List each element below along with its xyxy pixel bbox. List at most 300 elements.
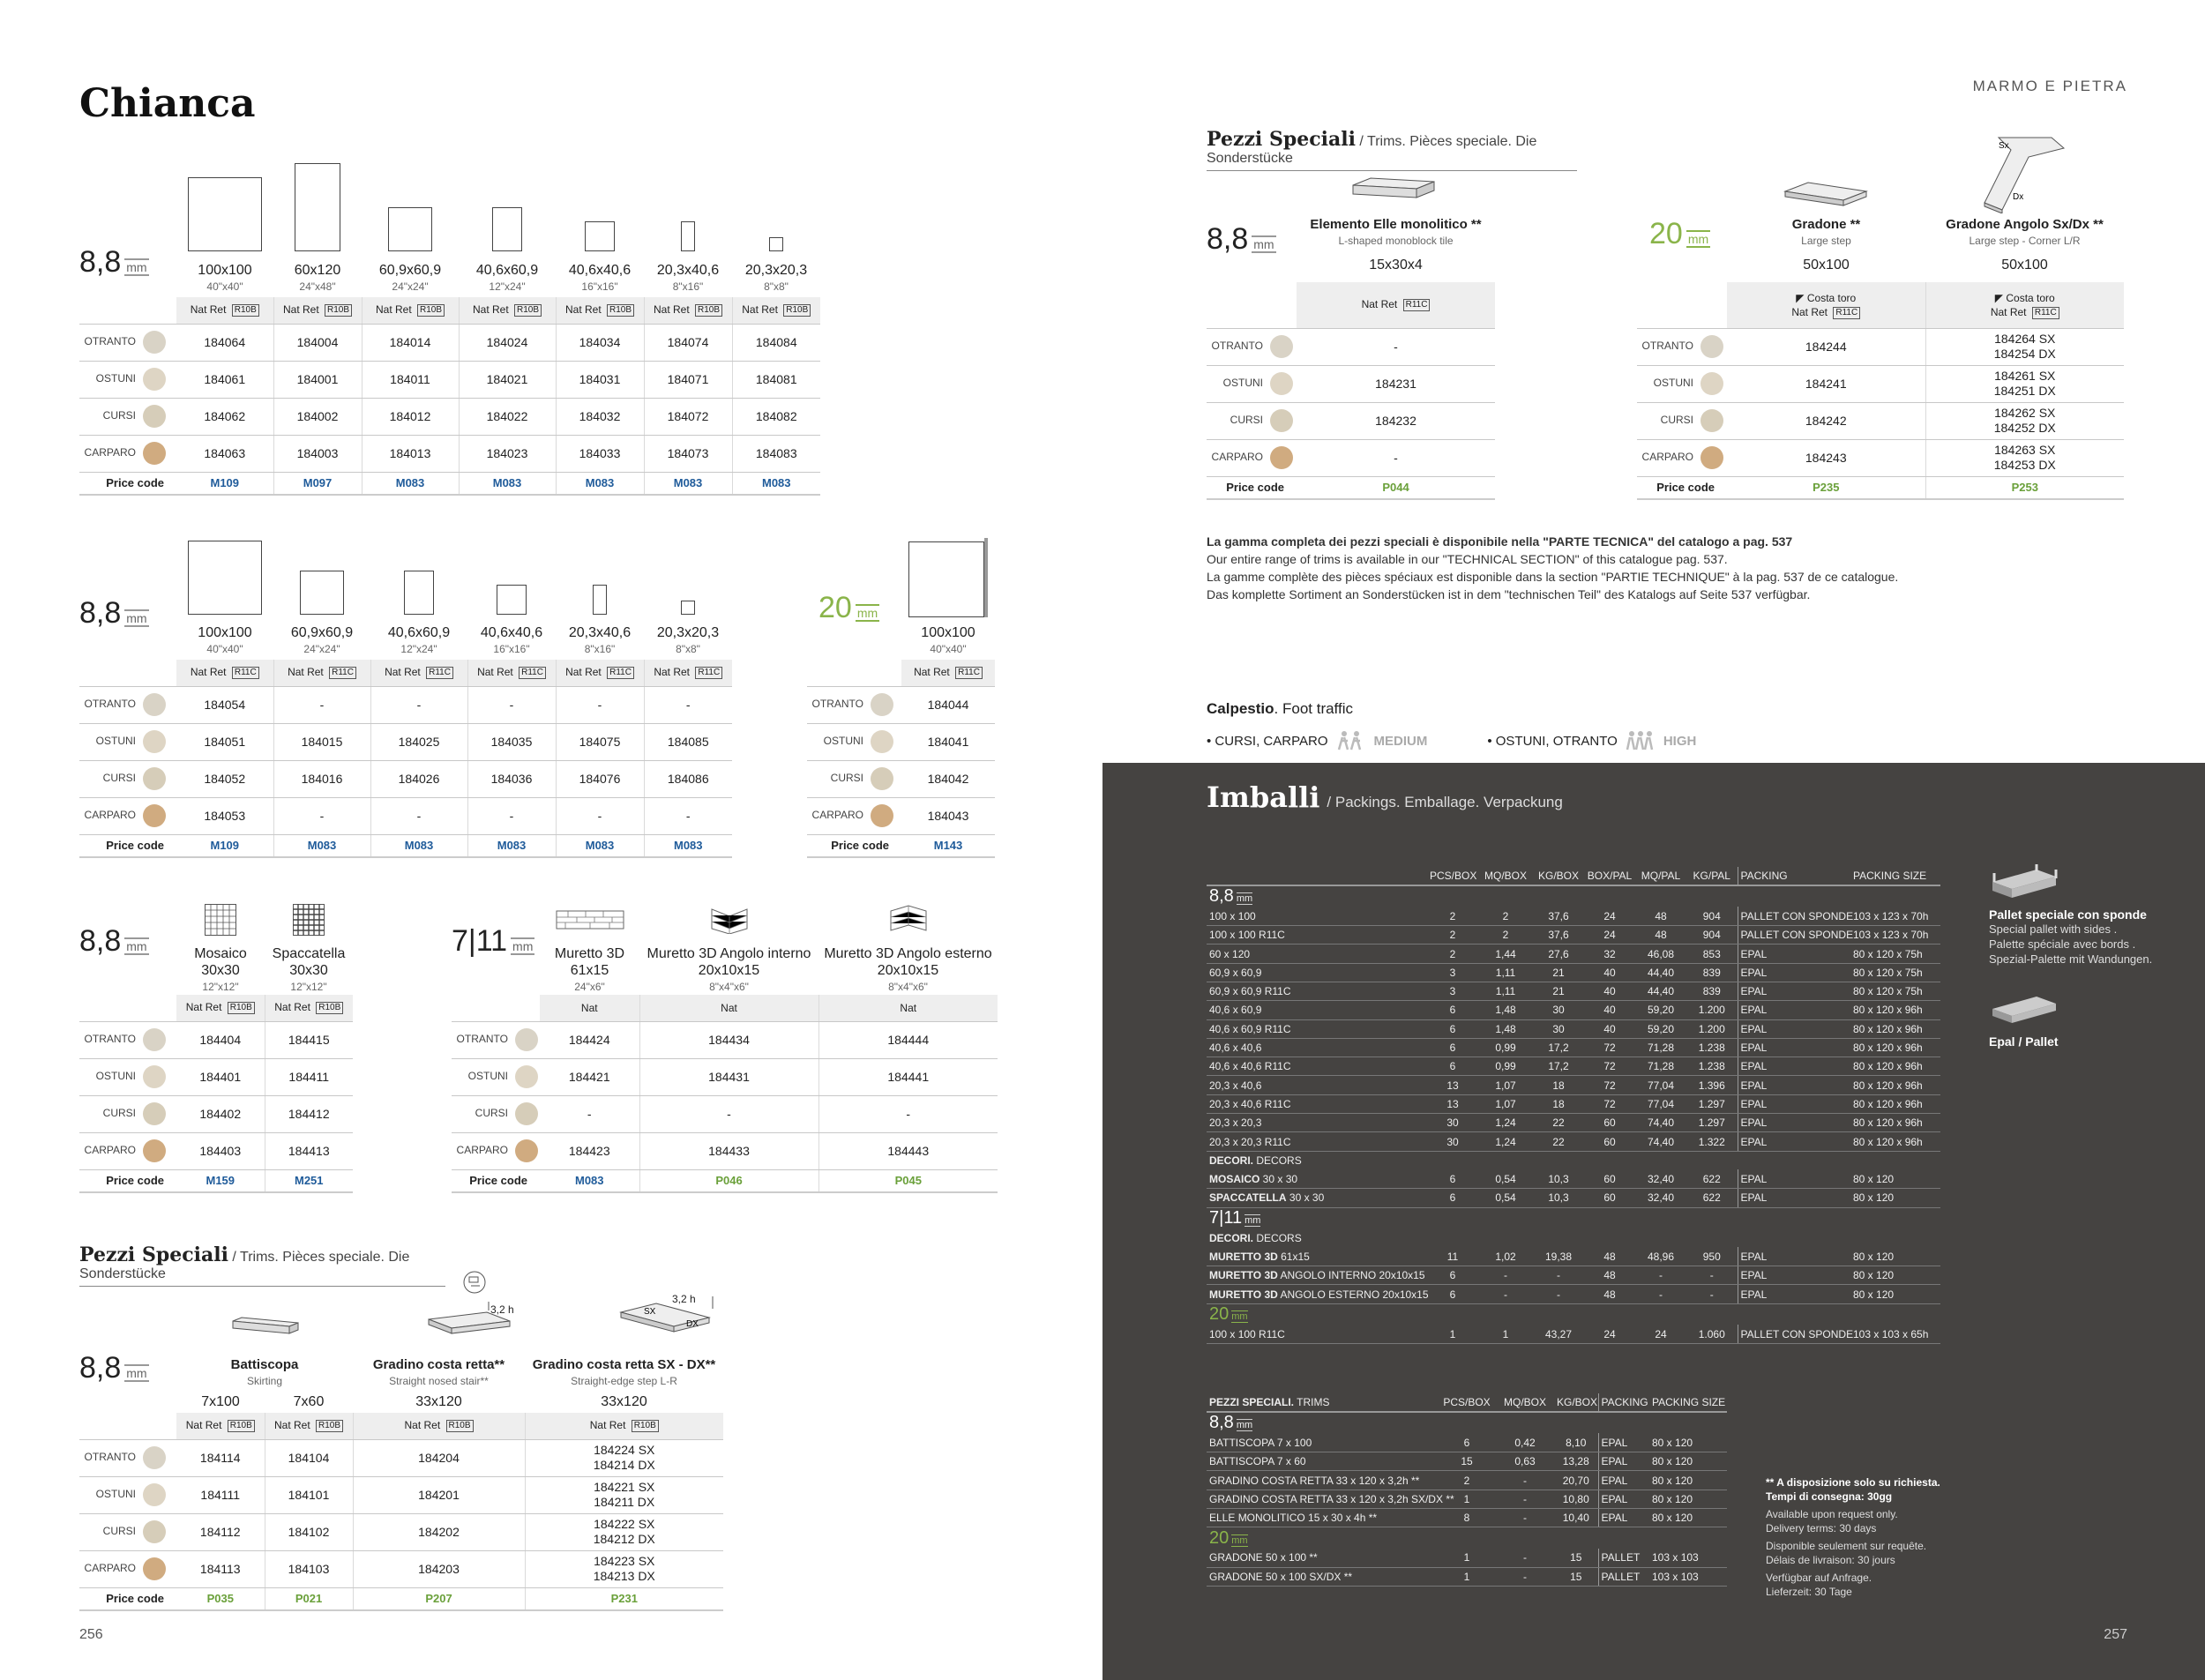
- finish-row: [1637, 282, 2124, 328]
- packing-cell: EPAL: [1738, 1189, 1850, 1207]
- trim-header: [176, 1356, 353, 1390]
- slip-rating-badge: R10B: [232, 304, 259, 317]
- packing-cell: 27,6: [1533, 945, 1584, 963]
- code-cell: 184262 SX 184252 DX: [1925, 402, 2124, 439]
- epal-title: Epal / Pallet: [1989, 1034, 2059, 1049]
- size-header: [644, 624, 732, 658]
- code-cell: -: [1297, 439, 1495, 476]
- table-row: [79, 760, 732, 797]
- size-metric: 20,3x40,6: [568, 625, 632, 640]
- table-row: [1637, 439, 2124, 476]
- color-name: OTRANTO: [1641, 340, 1693, 353]
- trim-packing-row: [1207, 1452, 1727, 1471]
- size-metric: 100x100: [921, 625, 975, 640]
- code-cell: 184042: [901, 760, 995, 797]
- traffic-colors-a: • CURSI, CARPARO: [1207, 733, 1328, 749]
- size-metric: 20,3x20,3: [656, 625, 720, 640]
- code-cell: 184241: [1727, 365, 1925, 402]
- finish-cell: Nat Ret R10B: [273, 297, 362, 324]
- packing-cell: 100 x 100: [1207, 907, 1427, 925]
- packing-cell: 80 x 120 x 96h: [1850, 1001, 1940, 1019]
- table-row: [79, 1513, 723, 1550]
- product-size-imperial: 8"x4"x6": [709, 981, 749, 993]
- color-cell: [1207, 365, 1297, 402]
- bullnose-icon: ◤: [1796, 291, 1805, 304]
- packing-cell: 0,54: [1478, 1189, 1533, 1207]
- slip-rating-badge: R11C: [1403, 299, 1431, 311]
- price-code-label: Price code: [79, 1169, 176, 1192]
- color-cell: [79, 723, 176, 760]
- slip-rating-badge: R10B: [228, 1420, 255, 1432]
- packing-cell: PALLET CON SPONDE: [1738, 907, 1850, 925]
- packing-cell: 71,28: [1635, 1038, 1686, 1057]
- svg-text:Dx: Dx: [2013, 192, 2024, 202]
- size-metric: 60x120: [294, 263, 341, 278]
- table-row: [452, 1058, 998, 1095]
- packing-cell: 950: [1686, 1247, 1738, 1266]
- finish-cell: Nat: [540, 995, 639, 1021]
- packing-cell: 8,10: [1554, 1433, 1598, 1452]
- code-cell: 184411: [265, 1058, 353, 1095]
- code-cell: 184264 SX 184254 DX: [1925, 328, 2124, 365]
- packing-cell: GRADINO COSTA RETTA 33 x 120 x 3,2h SX/DX **: [1207, 1490, 1438, 1508]
- size-header: [901, 624, 995, 658]
- color-name: CURSI: [1660, 414, 1693, 427]
- thickness-value: 8,8: [79, 1351, 122, 1385]
- color-swatch: [1270, 446, 1293, 469]
- thickness-unit: mm: [1236, 893, 1253, 905]
- packing-cell: EPAL: [1738, 1038, 1850, 1057]
- packing-cell: 100 x 100 R11C: [1207, 1325, 1427, 1343]
- packing-cell: 30: [1533, 1019, 1584, 1038]
- table-row: [79, 723, 732, 760]
- color-name: OSTUNI: [95, 1070, 136, 1083]
- code-cell: 184075: [556, 723, 644, 760]
- packing-cell: PACKING: [1738, 867, 1850, 885]
- packing-row: [1207, 907, 1940, 925]
- code-cell: -: [370, 686, 467, 723]
- packing-cell: 1.200: [1686, 1001, 1738, 1019]
- thickness-value: 20: [1649, 217, 1683, 250]
- note-line: Our entire range of trims is available in our "TECHNICAL SECTION" of this catalogue pag. 537.: [1207, 552, 1728, 566]
- packing-cell: 60 x 120: [1207, 945, 1427, 963]
- size-imperial: 40"x40": [206, 280, 243, 293]
- packing-cell: 6: [1427, 1001, 1478, 1019]
- packing-cell: 71,28: [1635, 1057, 1686, 1076]
- trim-packing-row: [1207, 1471, 1727, 1490]
- thickness-value: 8,8: [1209, 1413, 1234, 1433]
- trim-header: [1727, 216, 1925, 250]
- finish-row: [1207, 282, 1495, 328]
- decors-label: DECORS: [1256, 1231, 1302, 1244]
- thickness-value: 8,8: [1207, 222, 1249, 256]
- price-code: P046: [639, 1169, 818, 1192]
- price-code-row: [79, 1587, 723, 1610]
- code-cell: 184242: [1727, 402, 1925, 439]
- trim-name-en: Large step - Corner L/R: [1969, 235, 2081, 247]
- foot-traffic-medium: [1207, 730, 1696, 751]
- finish-cell: Nat Ret R10B: [525, 1413, 723, 1439]
- tile-shape: [300, 571, 344, 615]
- tile-shape: [388, 207, 432, 251]
- size-metric: 40,6x40,6: [568, 263, 632, 278]
- color-swatch: [143, 1102, 166, 1125]
- packing-cell: 46,08: [1635, 945, 1686, 963]
- packing-cell: 80 x 120 x 96h: [1850, 1076, 1940, 1094]
- code-cell: 184016: [273, 760, 370, 797]
- thickness-label: [79, 1351, 149, 1385]
- tile-shape: [769, 237, 783, 251]
- price-code: M109: [176, 834, 273, 857]
- slip-rating-badge: R11C: [329, 667, 356, 679]
- product-header: [818, 945, 998, 996]
- pallet-with-sides-icon: [1989, 864, 2059, 900]
- size-header: [273, 624, 370, 658]
- table-row: [79, 435, 820, 472]
- code-cell: 184232: [1297, 402, 1495, 439]
- svg-text:Sx: Sx: [1999, 141, 2009, 151]
- packing-cell: 1.297: [1686, 1094, 1738, 1113]
- color-name: OSTUNI: [1653, 377, 1693, 390]
- color-cell: [1637, 328, 1727, 365]
- price-code: M143: [901, 834, 995, 857]
- color-cell: [452, 1132, 540, 1169]
- size-imperial: 12"x24": [400, 643, 437, 655]
- packing-cell: 1,48: [1478, 1019, 1533, 1038]
- packing-cell: 44,40: [1635, 982, 1686, 1000]
- packing-cell: 74,40: [1635, 1132, 1686, 1151]
- finish-cell: Nat Ret R11C: [176, 660, 273, 686]
- color-swatch: [143, 767, 166, 790]
- packing-cell: 80 x 120 x 75h: [1850, 945, 1940, 963]
- price-code: M083: [540, 1169, 639, 1192]
- packing-cell: 15: [1554, 1549, 1598, 1567]
- code-cell: 184402: [176, 1095, 265, 1132]
- color-name: CARPARO: [1641, 451, 1693, 464]
- table-row: [79, 1550, 723, 1587]
- l-shaped-tile-icon: [1349, 176, 1438, 208]
- packing-cell: 103 x 123 x 70h: [1850, 926, 1940, 945]
- thickness-unit: mm: [126, 939, 147, 953]
- packing-cell: 10,80: [1554, 1490, 1598, 1508]
- packing-cell: 1,07: [1478, 1076, 1533, 1094]
- price-code-label: Price code: [79, 834, 176, 857]
- packing-cell: 20,3 x 20,3 R11C: [1207, 1132, 1427, 1151]
- size-metric: 40,6x60,9: [387, 625, 451, 640]
- packing-cell: 30: [1427, 1132, 1478, 1151]
- packing-cell: 622: [1686, 1169, 1738, 1188]
- packing-cell: -: [1496, 1471, 1554, 1490]
- color-cell: [79, 1058, 176, 1095]
- packing-cell: 21: [1533, 982, 1584, 1000]
- packing-cell: 19,38: [1533, 1247, 1584, 1266]
- code-cell: 184076: [556, 760, 644, 797]
- thickness-unit: mm: [1245, 1214, 1261, 1226]
- packing-cell: 1.396: [1686, 1076, 1738, 1094]
- packing-cell: PEZZI SPECIALI. TRIMS: [1207, 1393, 1438, 1412]
- size-metric: 60,9x60,9: [378, 263, 442, 278]
- packing-cell: 60: [1584, 1132, 1635, 1151]
- size-header: [556, 624, 644, 658]
- svg-text:SX: SX: [644, 1307, 656, 1317]
- tile-shape: [492, 207, 522, 251]
- color-cell: [1207, 439, 1297, 476]
- packing-cell: 15: [1554, 1567, 1598, 1586]
- table-row: [79, 1439, 723, 1476]
- packing-cell: 1,11: [1478, 963, 1533, 982]
- packing-cell: 853: [1686, 945, 1738, 963]
- packing-cell: 0,99: [1478, 1038, 1533, 1057]
- slip-rating-badge: R11C: [607, 667, 634, 679]
- color-swatch: [143, 405, 166, 428]
- packing-cell: 22: [1533, 1114, 1584, 1132]
- trim-header: [1297, 216, 1495, 250]
- packing-cell: 10,3: [1533, 1189, 1584, 1207]
- packing-cell: 77,04: [1635, 1094, 1686, 1113]
- table-row: [1207, 365, 1495, 402]
- table-row: [1637, 402, 2124, 439]
- packing-cell: GRADONE 50 x 100 **: [1207, 1549, 1438, 1567]
- code-cell: 184062: [176, 398, 273, 435]
- packing-cell: 1: [1438, 1549, 1496, 1567]
- code-cell: 184231: [1297, 365, 1495, 402]
- color-name: CURSI: [102, 772, 136, 785]
- walking-people-icon: [1625, 730, 1656, 751]
- product-size-imperial: 24"x6": [574, 981, 605, 993]
- packings-title: Imballi: [1207, 780, 1320, 814]
- trim-name: Elemento Elle monolitico **: [1310, 217, 1482, 232]
- pallet-line: Spezial-Palette mit Wandungen.: [1989, 952, 2153, 966]
- size-imperial: 8"x8": [676, 643, 700, 655]
- code-cell: 184113: [176, 1550, 265, 1587]
- packing-cell: EPAL: [1738, 1057, 1850, 1076]
- section-subtitle: / Trims. Pièces speciale. Die Sonderstücke: [79, 1250, 410, 1281]
- packing-cell: 80 x 120: [1649, 1433, 1727, 1452]
- size-metric: 60,9x60,9: [290, 625, 354, 640]
- price-code-label: Price code: [1207, 476, 1297, 499]
- packing-cell: -: [1478, 1285, 1533, 1303]
- packing-cell: 17,2: [1533, 1057, 1584, 1076]
- packing-cell: 904: [1686, 907, 1738, 925]
- size-header: [362, 262, 459, 295]
- product-name: Mosaico: [194, 946, 247, 961]
- color-swatch: [143, 730, 166, 753]
- packing-cell: 30: [1533, 1001, 1584, 1019]
- packing-cell: 80 x 120 x 96h: [1850, 1019, 1940, 1038]
- code-cell: -: [370, 797, 467, 834]
- color-name: CARPARO: [84, 1144, 136, 1157]
- packing-cell: EPAL: [1738, 1266, 1850, 1285]
- thickness-unit: mm: [1231, 1534, 1248, 1546]
- packing-cell: 32,40: [1635, 1189, 1686, 1207]
- table-row: [79, 686, 732, 723]
- page-title: Chianca: [79, 81, 256, 126]
- code-cell: 184102: [265, 1513, 353, 1550]
- packing-cell: 1.200: [1686, 1019, 1738, 1038]
- packing-cell: 622: [1686, 1189, 1738, 1207]
- color-cell: [79, 1513, 176, 1550]
- packing-cell: EPAL: [1598, 1471, 1649, 1490]
- trim-name: Gradino costa retta**: [372, 1357, 505, 1372]
- tile-shape: [908, 541, 984, 617]
- table-row: [1637, 365, 2124, 402]
- finish-cell: Nat Ret R10B: [644, 297, 732, 324]
- table-row: [1207, 439, 1495, 476]
- code-cell: 184023: [459, 435, 556, 472]
- thickness-unit: mm: [1236, 1420, 1253, 1431]
- spaccatella-pattern-icon: [293, 904, 325, 936]
- packing-cell: 17,2: [1533, 1038, 1584, 1057]
- product-name: Spaccatella: [272, 946, 346, 961]
- code-cell: 184026: [370, 760, 467, 797]
- color-swatch: [143, 1557, 166, 1580]
- packing-cell: 80 x 120: [1649, 1471, 1727, 1490]
- packing-row: [1207, 1001, 1940, 1019]
- color-name: CARPARO: [811, 809, 863, 822]
- price-code-row: [79, 834, 732, 857]
- price-code: M083: [732, 472, 820, 495]
- code-cell: 184061: [176, 361, 273, 398]
- packing-cell: 59,20: [1635, 1001, 1686, 1019]
- packing-row: [1207, 1189, 1940, 1207]
- packing-cell: 40,6 x 40,6 R11C: [1207, 1057, 1427, 1076]
- packing-cell: MURETTO 3D 61x15: [1207, 1247, 1427, 1266]
- walking-people-icon: [1335, 730, 1367, 751]
- code-cell: 184025: [370, 723, 467, 760]
- code-cell: 184221 SX 184211 DX: [525, 1476, 723, 1513]
- packing-cell: 24: [1584, 926, 1635, 945]
- trim-size: 15x30x4: [1369, 258, 1423, 273]
- trim-name: Gradino costa retta SX - DX**: [532, 1357, 716, 1372]
- code-cell: 184111: [176, 1476, 265, 1513]
- decori-label: DECORI.: [1209, 1154, 1254, 1168]
- pallet-line: Special pallet with sides .: [1989, 922, 2118, 936]
- packing-cell: 40,6 x 40,6: [1207, 1038, 1427, 1057]
- finish-cell: Nat Ret R11C: [901, 660, 995, 686]
- packing-cell: 32,40: [1635, 1169, 1686, 1188]
- code-cell: -: [556, 686, 644, 723]
- packing-cell: -: [1496, 1549, 1554, 1567]
- code-cell: 184071: [644, 361, 732, 398]
- thickness-value: 20: [818, 591, 852, 624]
- size-imperial: 24"x24": [392, 280, 429, 293]
- packing-cell: EPAL: [1738, 1019, 1850, 1038]
- code-cell: 184084: [732, 324, 820, 361]
- packing-cell: 3: [1427, 982, 1478, 1000]
- code-cell: -: [644, 797, 732, 834]
- color-cell: [79, 361, 176, 398]
- trim-name: Battiscopa: [230, 1357, 299, 1372]
- code-cell: 184404: [176, 1021, 265, 1058]
- packing-cell: -: [1533, 1266, 1584, 1285]
- code-cell: 184073: [644, 435, 732, 472]
- size-imperial: 16"x16": [493, 643, 530, 655]
- packing-cell: 40: [1584, 963, 1635, 982]
- color-swatch: [871, 767, 893, 790]
- large-step-corner-icon: [1974, 134, 2071, 213]
- product-header: [176, 945, 265, 996]
- color-name: OSTUNI: [1222, 377, 1263, 390]
- packing-cell: EPAL: [1738, 982, 1850, 1000]
- code-cell: 184202: [353, 1513, 525, 1550]
- packing-cell: 13: [1427, 1094, 1478, 1113]
- packing-cell: 2: [1427, 907, 1478, 925]
- table-row: [79, 1476, 723, 1513]
- thickness-label: [1207, 222, 1276, 257]
- price-code: M083: [273, 834, 370, 857]
- price-code-label: Price code: [79, 1587, 176, 1610]
- packing-cell: 80 x 120 x 96h: [1850, 1038, 1940, 1057]
- packing-cell: 1,48: [1478, 1001, 1533, 1019]
- packing-cell: 80 x 120 x 75h: [1850, 963, 1940, 982]
- step-height-label: 3,2 h: [672, 1293, 696, 1305]
- packing-cell: 13: [1427, 1076, 1478, 1094]
- packing-cell: 904: [1686, 926, 1738, 945]
- thickness-value: 8,8: [1209, 886, 1234, 907]
- thickness-value: 20: [1209, 1527, 1230, 1548]
- step-height-label: 3,2 h: [490, 1303, 514, 1316]
- code-cell: 184201: [353, 1476, 525, 1513]
- code-cell: 184051: [176, 723, 273, 760]
- size-header: [467, 624, 556, 658]
- code-cell: 184074: [644, 324, 732, 361]
- packing-row: [1207, 945, 1940, 963]
- table-row: [79, 1095, 353, 1132]
- packing-cell: 3: [1427, 963, 1478, 982]
- price-code: P044: [1297, 476, 1495, 499]
- packing-row: [1207, 1038, 1940, 1057]
- packing-row: [1207, 1019, 1940, 1038]
- packing-cell: 1: [1478, 1325, 1533, 1343]
- packing-cell: SPACCATELLA 30 x 30: [1207, 1189, 1427, 1207]
- packing-cell: 40: [1584, 1019, 1635, 1038]
- code-cell: 184204: [353, 1439, 525, 1476]
- code-cell: -: [273, 797, 370, 834]
- color-name: CARPARO: [1211, 451, 1263, 464]
- packing-cell: 43,27: [1533, 1325, 1584, 1343]
- finish-cell: ◤ Costa toro Nat Ret R11C: [1727, 282, 1925, 328]
- code-cell: 184083: [732, 435, 820, 472]
- thickness-label: [79, 245, 149, 280]
- code-cell: 184243: [1727, 439, 1925, 476]
- size-metric: 20,3x40,6: [656, 263, 720, 278]
- code-cell: 184082: [732, 398, 820, 435]
- color-cell: [1207, 402, 1297, 439]
- packing-cell: 6: [1427, 1169, 1478, 1188]
- color-name: CURSI: [102, 409, 136, 422]
- section-title: Pezzi Speciali: [1207, 128, 1356, 151]
- trim-name: Gradone **: [1791, 217, 1861, 232]
- color-swatch: [1700, 409, 1723, 432]
- product-size: 20x10x15: [877, 963, 939, 978]
- thickness-unit: mm: [856, 606, 878, 620]
- color-swatch: [143, 1520, 166, 1543]
- color-swatch: [515, 1028, 538, 1051]
- packing-cell: 80 x 120 x 96h: [1850, 1132, 1940, 1151]
- color-swatch: [143, 1446, 166, 1469]
- code-cell: 184004: [273, 324, 362, 361]
- code-cell: 184022: [459, 398, 556, 435]
- size-imperial: 24"x24": [303, 643, 340, 655]
- color-cell: [807, 760, 901, 797]
- product-size-imperial: 12"x12": [202, 981, 239, 993]
- packing-cell: 80 x 120: [1850, 1266, 1940, 1285]
- code-cell: -: [639, 1095, 818, 1132]
- packing-cell: KG/BOX: [1533, 867, 1584, 885]
- packing-cell: 24: [1635, 1325, 1686, 1343]
- code-cell: 184052: [176, 760, 273, 797]
- code-cell: 184423: [540, 1132, 639, 1169]
